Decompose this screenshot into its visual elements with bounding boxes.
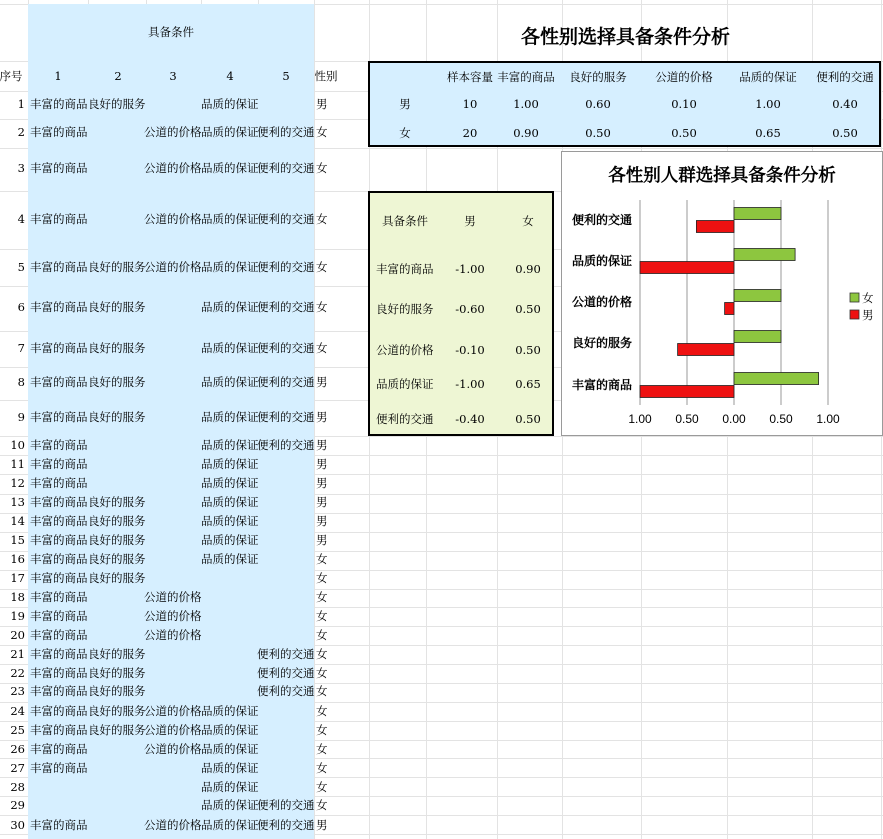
summary-header-2: 良好的服务: [569, 70, 627, 84]
criteria-cell: 丰富的商品: [30, 212, 88, 226]
gender-cell: 女: [316, 300, 328, 314]
legend-label: 女: [862, 291, 874, 305]
bar-chart-plot: [562, 152, 882, 435]
criteria-cell: 品质的保证: [201, 704, 259, 718]
gender-cell: 女: [316, 704, 328, 718]
row-number: 23: [10, 684, 25, 698]
diff-value: 0.90: [515, 262, 541, 276]
category-label: 公道的价格: [572, 295, 633, 309]
female-bar: [734, 373, 819, 385]
criteria-cell: 丰富的商品: [30, 438, 88, 452]
criteria-cell: 丰富的商品: [30, 552, 88, 566]
summary-value: 0.50: [585, 126, 611, 140]
criteria-cell: 便利的交通: [257, 341, 315, 355]
criteria-cell: 良好的服务: [88, 666, 146, 680]
criteria-cell: 品质的保证: [201, 476, 259, 490]
criteria-cell: 便利的交通: [257, 798, 315, 812]
category-label: 良好的服务: [572, 336, 633, 350]
summary-value: 0.90: [513, 126, 539, 140]
gender-cell: 女: [316, 666, 328, 680]
diff-criteria: 丰富的商品: [376, 262, 434, 276]
criteria-cell: 便利的交通: [257, 300, 315, 314]
criteria-cell: 公道的价格: [144, 161, 202, 175]
gender-cell: 男: [316, 818, 328, 832]
criteria-cell: 便利的交通: [257, 260, 315, 274]
criteria-cell: 品质的保证: [201, 798, 259, 812]
criteria-cell: 品质的保证: [201, 375, 259, 389]
criteria-cell: 便利的交通: [257, 438, 315, 452]
criteria-cell: 品质的保证: [201, 212, 259, 226]
gender-cell: 女: [316, 647, 328, 661]
gender-cell: 女: [316, 260, 328, 274]
gender-cell: 男: [316, 375, 328, 389]
gender-cell: 男: [316, 410, 328, 424]
criteria-cell: 丰富的商品: [30, 476, 88, 490]
criteria-cell: 丰富的商品: [30, 457, 88, 471]
summary-header-1: 丰富的商品: [497, 70, 555, 84]
row-number: 24: [10, 704, 25, 718]
criteria-cell: 丰富的商品: [30, 410, 88, 424]
criteria-cell: 品质的保证: [201, 818, 259, 832]
gender-cell: 男: [316, 495, 328, 509]
diff-header-2: 女: [522, 214, 534, 228]
criteria-cell: 品质的保证: [201, 495, 259, 509]
category-label: 品质的保证: [572, 254, 633, 268]
category-label: 丰富的商品: [572, 378, 633, 392]
gender-cell: 女: [316, 609, 328, 623]
gender-cell: 男: [316, 476, 328, 490]
row-number: 17: [10, 571, 25, 585]
criteria-cell: 良好的服务: [88, 704, 146, 718]
diff-value: -0.40: [455, 412, 485, 426]
row-number: 5: [17, 260, 25, 274]
criteria-cell: 丰富的商品: [30, 761, 88, 775]
row-number: 1: [17, 97, 25, 111]
row-number: 20: [10, 628, 25, 642]
criteria-cell: 丰富的商品: [30, 628, 88, 642]
row-number: 15: [10, 533, 25, 547]
gender-cell: 女: [316, 571, 328, 585]
male-bar: [640, 262, 734, 274]
criteria-cell: 品质的保证: [201, 97, 259, 111]
criteria-cell: 便利的交通: [257, 375, 315, 389]
summary-title: 各性别选择具备条件分析: [521, 26, 731, 48]
gender-chart: [561, 151, 883, 436]
female-bar: [734, 249, 795, 261]
row-number: 6: [17, 300, 25, 314]
diff-header-1: 男: [464, 214, 476, 228]
criteria-cell: 丰富的商品: [30, 97, 88, 111]
male-bar: [696, 221, 734, 233]
criteria-cell: 良好的服务: [88, 410, 146, 424]
criteria-cell: 品质的保证: [201, 780, 259, 794]
category-label: 便利的交通: [572, 213, 633, 227]
criteria-cell: 品质的保证: [201, 514, 259, 528]
diff-value: 0.50: [515, 302, 541, 316]
criteria-cell: 丰富的商品: [30, 533, 88, 547]
legend-swatch: [850, 310, 859, 319]
criteria-cell: 便利的交通: [257, 410, 315, 424]
chart-title: 各性别人群选择具备条件分析: [608, 166, 836, 186]
legend-swatch: [850, 293, 859, 302]
criteria-cell: 品质的保证: [201, 300, 259, 314]
diff-value: -1.00: [455, 377, 485, 391]
summary-value: 0.50: [832, 126, 858, 140]
x-tick-label: 0.50: [675, 412, 699, 426]
row-number: 22: [10, 666, 25, 680]
criteria-cell: 丰富的商品: [30, 375, 88, 389]
diff-criteria: 便利的交通: [376, 412, 434, 426]
criteria-header: 具备条件: [148, 25, 194, 39]
col-header-0: 序号: [0, 69, 23, 83]
criteria-cell: 公道的价格: [144, 742, 202, 756]
criteria-cell: 丰富的商品: [30, 609, 88, 623]
x-tick-label: 0.00: [722, 412, 746, 426]
criteria-cell: 良好的服务: [88, 684, 146, 698]
criteria-cell: 品质的保证: [201, 260, 259, 274]
row-number: 27: [10, 761, 25, 775]
criteria-cell: 公道的价格: [144, 260, 202, 274]
diff-value: -1.00: [455, 262, 485, 276]
row-number: 28: [10, 780, 25, 794]
criteria-cell: 品质的保证: [201, 341, 259, 355]
criteria-cell: 公道的价格: [144, 212, 202, 226]
criteria-cell: 丰富的商品: [30, 300, 88, 314]
row-number: 7: [17, 341, 25, 355]
criteria-cell: 便利的交通: [257, 647, 315, 661]
criteria-cell: 公道的价格: [144, 590, 202, 604]
summary-header-4: 品质的保证: [739, 70, 797, 84]
gender-cell: 女: [316, 684, 328, 698]
row-number: 8: [17, 375, 25, 389]
summary-value: 0.40: [832, 97, 858, 111]
diff-table: [368, 191, 554, 436]
row-number: 4: [17, 212, 25, 226]
criteria-cell: 便利的交通: [257, 161, 315, 175]
criteria-cell: 丰富的商品: [30, 818, 88, 832]
male-bar: [678, 344, 734, 356]
criteria-cell: 公道的价格: [144, 704, 202, 718]
row-number: 16: [10, 552, 25, 566]
gender-cell: 女: [316, 125, 328, 139]
criteria-cell: 品质的保证: [201, 761, 259, 775]
summary-value: 0.60: [585, 97, 611, 111]
diff-criteria: 公道的价格: [376, 343, 434, 357]
criteria-cell: 丰富的商品: [30, 125, 88, 139]
gender-cell: 男: [316, 533, 328, 547]
gender-cell: 女: [316, 161, 328, 175]
criteria-cell: 良好的服务: [88, 533, 146, 547]
gender-cell: 男: [316, 514, 328, 528]
criteria-cell: 丰富的商品: [30, 590, 88, 604]
criteria-cell: 丰富的商品: [30, 684, 88, 698]
criteria-cell: 品质的保证: [201, 742, 259, 756]
criteria-cell: 良好的服务: [88, 495, 146, 509]
row-number: 11: [10, 457, 25, 471]
diff-header-0: 具备条件: [382, 214, 428, 228]
summary-value: 20: [462, 126, 478, 140]
col-header-6: 性别: [314, 69, 338, 83]
criteria-cell: 公道的价格: [144, 125, 202, 139]
row-number: 9: [17, 410, 25, 424]
summary-header-0: 样本容量: [447, 70, 493, 84]
col-header-1: 1: [54, 69, 62, 83]
summary-header-3: 公道的价格: [655, 70, 713, 84]
criteria-cell: 良好的服务: [88, 514, 146, 528]
criteria-cell: 品质的保证: [201, 723, 259, 737]
gender-cell: 女: [316, 341, 328, 355]
criteria-cell: 便利的交通: [257, 212, 315, 226]
diff-value: 0.65: [515, 377, 541, 391]
gender-cell: 男: [316, 457, 328, 471]
summary-table: [368, 61, 881, 147]
col-header-3: 3: [169, 69, 177, 83]
row-number: 2: [17, 125, 25, 139]
summary-header-5: 便利的交通: [816, 70, 874, 84]
criteria-cell: 公道的价格: [144, 628, 202, 642]
summary-row-label: 男: [399, 97, 411, 111]
gender-cell: 女: [316, 590, 328, 604]
gender-cell: 男: [316, 97, 328, 111]
criteria-cell: 品质的保证: [201, 438, 259, 452]
row-number: 13: [10, 495, 25, 509]
gender-cell: 女: [316, 552, 328, 566]
row-number: 21: [10, 647, 25, 661]
summary-row-label: 女: [399, 126, 411, 140]
female-bar: [734, 208, 781, 220]
female-bar: [734, 331, 781, 343]
criteria-cell: 品质的保证: [201, 410, 259, 424]
criteria-cell: 丰富的商品: [30, 514, 88, 528]
criteria-cell: 丰富的商品: [30, 666, 88, 680]
col-header-2: 2: [114, 69, 122, 83]
gender-cell: 女: [316, 742, 328, 756]
criteria-cell: 品质的保证: [201, 161, 259, 175]
row-number: 18: [10, 590, 25, 604]
criteria-cell: 丰富的商品: [30, 161, 88, 175]
diff-value: -0.60: [455, 302, 485, 316]
criteria-cell: 丰富的商品: [30, 723, 88, 737]
gender-cell: 女: [316, 761, 328, 775]
row-number: 29: [10, 798, 25, 812]
x-tick-label: 1.00: [816, 412, 840, 426]
criteria-cell: 良好的服务: [88, 723, 146, 737]
criteria-cell: 良好的服务: [88, 97, 146, 111]
criteria-cell: 丰富的商品: [30, 742, 88, 756]
gender-cell: 男: [316, 438, 328, 452]
criteria-cell: 便利的交通: [257, 125, 315, 139]
criteria-cell: 品质的保证: [201, 552, 259, 566]
female-bar: [734, 290, 781, 302]
male-bar: [725, 303, 734, 315]
col-header-5: 5: [282, 69, 290, 83]
row-number: 25: [10, 723, 25, 737]
col-header-4: 4: [226, 69, 234, 83]
criteria-cell: 丰富的商品: [30, 571, 88, 585]
row-number: 3: [17, 161, 25, 175]
summary-value: 1.00: [755, 97, 781, 111]
criteria-cell: 良好的服务: [88, 375, 146, 389]
criteria-cell: 品质的保证: [201, 533, 259, 547]
criteria-cell: 良好的服务: [88, 341, 146, 355]
male-bar: [640, 386, 734, 398]
criteria-cell: 公道的价格: [144, 723, 202, 737]
legend-label: 男: [862, 308, 874, 322]
summary-value: 10: [462, 97, 478, 111]
criteria-cell: 公道的价格: [144, 818, 202, 832]
criteria-cell: 便利的交通: [257, 666, 315, 680]
criteria-cell: 丰富的商品: [30, 495, 88, 509]
diff-criteria: 良好的服务: [376, 302, 434, 316]
criteria-cell: 良好的服务: [88, 571, 146, 585]
criteria-cell: 良好的服务: [88, 647, 146, 661]
criteria-cell: 品质的保证: [201, 457, 259, 471]
gender-cell: 女: [316, 798, 328, 812]
criteria-cell: 良好的服务: [88, 260, 146, 274]
diff-value: 0.50: [515, 343, 541, 357]
criteria-cell: 良好的服务: [88, 552, 146, 566]
criteria-cell: 丰富的商品: [30, 260, 88, 274]
criteria-cell: 便利的交通: [257, 684, 315, 698]
diff-value: 0.50: [515, 412, 541, 426]
criteria-cell: 品质的保证: [201, 125, 259, 139]
row-number: 19: [10, 609, 25, 623]
criteria-cell: 丰富的商品: [30, 647, 88, 661]
row-number: 14: [10, 514, 25, 528]
summary-value: 1.00: [513, 97, 539, 111]
criteria-cell: 良好的服务: [88, 300, 146, 314]
criteria-cell: 公道的价格: [144, 609, 202, 623]
x-tick-label: 1.00: [628, 412, 652, 426]
row-number: 12: [10, 476, 25, 490]
criteria-cell: 丰富的商品: [30, 704, 88, 718]
row-number: 10: [10, 438, 25, 452]
gender-cell: 女: [316, 628, 328, 642]
diff-criteria: 品质的保证: [376, 377, 434, 391]
summary-value: 0.65: [755, 126, 781, 140]
criteria-cell: 丰富的商品: [30, 341, 88, 355]
diff-value: -0.10: [455, 343, 485, 357]
gender-cell: 女: [316, 780, 328, 794]
row-number: 30: [10, 818, 25, 832]
summary-value: 0.50: [671, 126, 697, 140]
x-tick-label: 0.50: [769, 412, 793, 426]
criteria-cell: 便利的交通: [257, 818, 315, 832]
summary-value: 0.10: [671, 97, 697, 111]
gender-cell: 女: [316, 723, 328, 737]
row-number: 26: [10, 742, 25, 756]
gender-cell: 女: [316, 212, 328, 226]
